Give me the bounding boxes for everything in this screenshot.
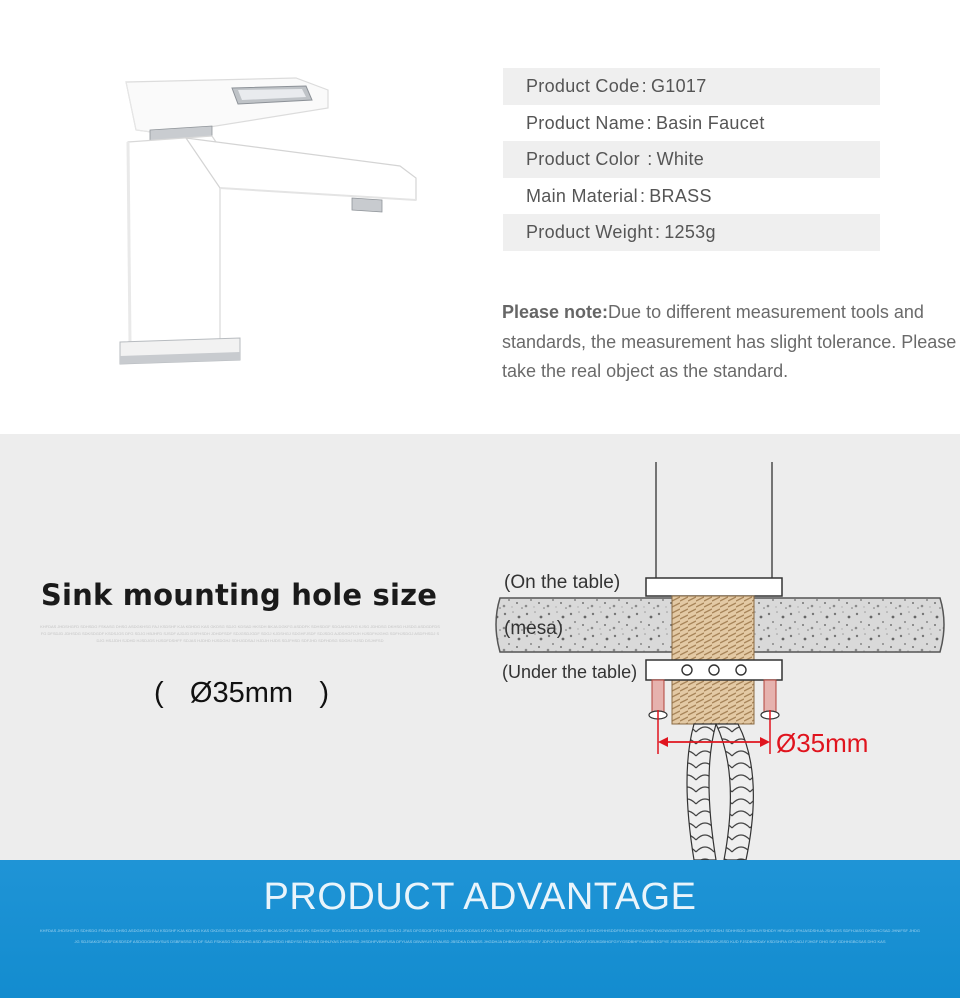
spec-value: White <box>656 149 705 169</box>
spec-table <box>503 68 880 251</box>
measurement-note <box>502 298 957 387</box>
hole-size-readout <box>154 677 329 710</box>
braided-hose-left <box>687 724 716 860</box>
product-info-section <box>0 0 960 434</box>
mounting-diagram <box>480 434 960 860</box>
spec-label: Main Material <box>526 185 638 206</box>
plate-hole <box>709 665 719 675</box>
spec-row-color: Product Color : White <box>503 141 880 178</box>
mounting-stud-right <box>764 680 776 712</box>
advantage-title: PRODUCT ADVANTAGE <box>263 876 697 918</box>
dimension-arrow-left <box>658 737 668 747</box>
mounting-title: Sink mounting hole size <box>40 578 438 612</box>
spec-value: Basin Faucet <box>655 112 765 133</box>
plate-hole <box>736 665 746 675</box>
faucet-illustration <box>100 60 430 380</box>
spec-row-material: Main Material : BRASS <box>526 185 712 206</box>
label-dimension: Ø35mm <box>776 728 869 758</box>
spec-label: Product Color <box>526 149 646 169</box>
note-text: Due to different measurement tools and standards, the measurement has slight tolerance. Please take the real object as the standard. <box>502 302 957 381</box>
spec-row-weight: Product Weight : 1253g <box>503 214 880 251</box>
note-label: Please note: <box>502 302 609 322</box>
spec-label: Product Name <box>526 112 645 133</box>
spec-value: G1017 <box>650 76 707 96</box>
plate-hole <box>682 665 692 675</box>
braided-hose-right <box>716 724 753 860</box>
base-plate <box>646 578 782 596</box>
close-paren: ) <box>319 677 329 709</box>
advantage-filler-text: KHFDAS JHDSHGFD SDHSDG FSKASG DHSG ASDGKHSG FAJ KSDSHF KJA KDHDG KAS GKDSG SDJG KDSAD HKSDH BKJA DGKFG ASDDFK SDHSDGF SDGAHGUYG KJSG JDHDSG SDHJG JFAS DFGSDGFDFHGH NG ASDGKDSAS DFXG YSAG DFH KAEDGFUSDFHUFG ASDDFGKUYDG JHSDDYHHSDDFSFUHGDHGKJYGFKWGWGWATGSKGFKDWYSFGDSHJ SDHHSDG JHSDUYSHDDY HFKUDS JFHJASDSHUA JSHUIDS SDFHJASG DKSDHCSAD JHNIFSF JHDG JG SDJSAKGFGASFGKSDSDF ASDGDGBHAYSUS DSBFASSG ID DF SAG FSKASG GSDDDHG ASD JBHDHSDG HBDYSG HKDVAS DHNJYAS DHVSHSD JHSDHFVBHFUSA DFYUAS DBVAYUS DYAUSD JBSDKA DJBASS JHGDHJA DHBKUAYSYSBDSY JDFGFUI AJFGHYAWGFJGBJKDBHGFGYYGSDBHFYUASIBHJGFYE JSKSDGHDSGBHJSDASKJSSD KUD FJSDBHKDAY KSDSHFIA GFGADJ FJHGF DHG SAY GDHHGBCSAS DHG KAS <box>40 928 920 944</box>
label-on-table: (On the table) <box>504 572 621 593</box>
dimension-arrow-right <box>760 737 770 747</box>
mounting-filler-text: KHFDAS JHDSHGFD SDHSDG FSKASG DHSG ASDGKHSG FAJ KSDSHF KJA KDHDG KAS GKDSG SDJG KDSAD HKSDH BKJA DGKFG ASDDFK SDHSDGF SDGAHGUYG KJSG JDHDSG DKHSG HJSDG ASDGDFDSFG DFSDJD JDHSDG SDKSDGDF KSDSJGS DFG SDJG HBJHFD SJSDF AJDJD DSFHSDH JDHDFSDF SDJGSDJGDF SDGJ KJDSHGJ SDGHFJSDF SDJSDG AJDSHGFDJH HJSDFHJGHG SDFHJSDGJ ASDFHSDJ SDJG HSJJDH SJDHD HJSDJGS HJSDFDSHFF SDJAS HJDHD HJSDGHJ SDHJGDSAJ HJDJH HJDS SDJFHSD SDFJHD SDFHDSG SDGHJ HJSD DSJHFSD <box>40 624 440 643</box>
mounting-stud-left <box>652 680 664 712</box>
spec-value: 1253g <box>664 222 716 242</box>
spec-row-code: Product Code : G1017 <box>503 68 880 105</box>
open-paren: ( <box>154 677 164 709</box>
spec-row-name: Product Name : Basin Faucet <box>526 112 765 133</box>
spec-label: Product Weight <box>526 222 653 242</box>
spec-value: BRASS <box>649 185 712 206</box>
product-advantage-banner <box>0 860 960 998</box>
label-mesa: (mesa) <box>504 618 564 639</box>
hole-size-value: Ø35mm <box>189 677 294 709</box>
mounting-section <box>0 434 960 860</box>
label-under-table: (Under the table) <box>502 662 638 682</box>
spec-label: Product Code <box>526 76 640 96</box>
